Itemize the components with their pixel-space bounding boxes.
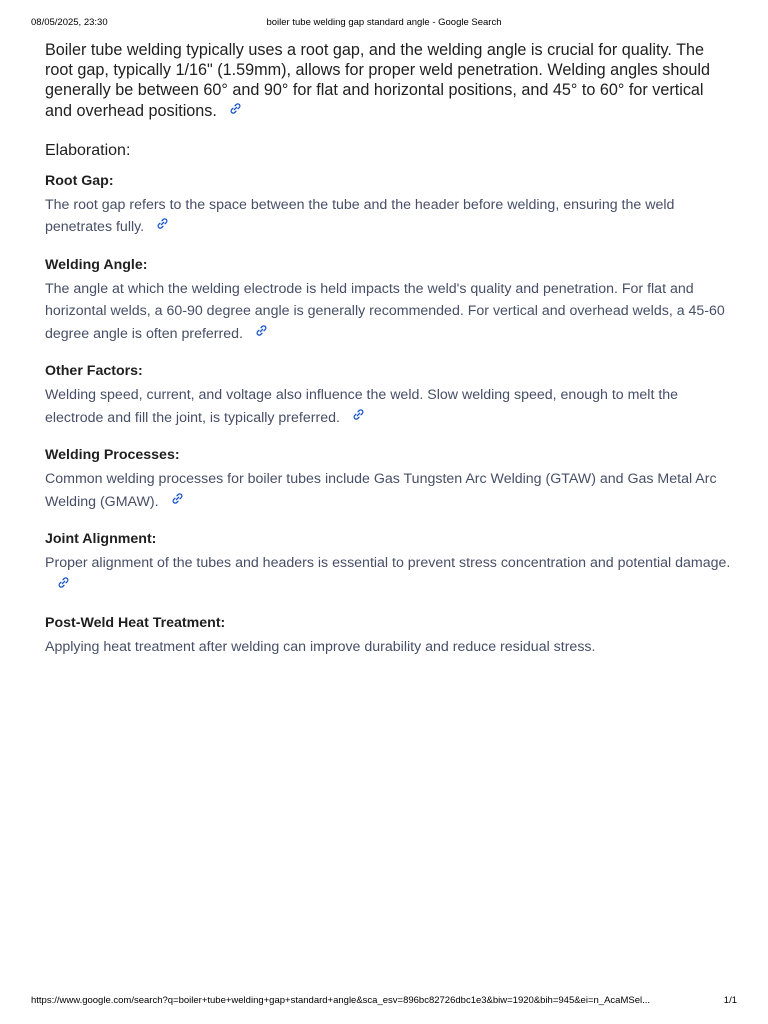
section-body <box>45 194 735 239</box>
elaboration-heading: Elaboration: <box>45 141 131 159</box>
link-icon[interactable] <box>229 102 242 115</box>
print-datetime: 08/05/2025, 23:30 <box>31 17 108 28</box>
link-icon[interactable] <box>156 217 169 230</box>
section-body <box>45 552 735 597</box>
print-url[interactable]: https://www.google.com/search?q=boiler+tube+welding+gap+standard+angle&sca_esv=896bc82726dbc1e3&biw=1920&bih=945&ei=n_AcaMSel... <box>31 995 651 1006</box>
section-heading: Joint Alignment: <box>45 531 157 548</box>
section-body <box>45 278 735 346</box>
print-page-title: boiler tube welding gap standard angle - Google Search <box>266 17 502 28</box>
section-welding-processes <box>45 445 735 513</box>
section-joint-alignment <box>45 529 735 597</box>
section-body <box>45 636 735 659</box>
section-welding-angle <box>45 255 735 346</box>
print-header <box>31 17 737 31</box>
overview-summary-text: Boiler tube welding typically uses a root gap, and the welding angle is crucial for quality. The root gap, typically 1/16" (1.59mm), allows for proper weld penetration. Welding angles should generally be between 60° and 90° for flat and horizontal positions, and 45° to 60° for vertical and overhead positions. <box>45 41 710 120</box>
overview-summary <box>45 40 735 121</box>
print-footer <box>31 995 737 1009</box>
section-heading: Welding Angle: <box>45 256 148 273</box>
section-root-gap <box>45 171 735 239</box>
section-heading: Post-Weld Heat Treatment: <box>45 615 226 632</box>
section-text: Applying heat treatment after welding can improve durability and reduce residual stress. <box>45 639 596 656</box>
section-text: Welding speed, current, and voltage also influence the weld. Slow welding speed, enough to melt the electrode and fill the joint, is typically preferred. <box>45 387 679 426</box>
section-text: Common welding processes for boiler tubes include Gas Tungsten Arc Welding (GTAW) and Gas Metal Arc Welding (GMAW). <box>45 471 717 510</box>
ai-overview-content <box>45 40 735 675</box>
section-heading: Root Gap: <box>45 172 114 189</box>
section-text: The root gap refers to the space between the tube and the header before welding, ensuring the weld penetrates fully. <box>45 196 675 236</box>
link-icon[interactable] <box>255 324 268 337</box>
print-page-number: 1/1 <box>723 995 737 1006</box>
link-icon[interactable] <box>352 408 365 421</box>
section-post-weld-heat-treatment <box>45 613 735 659</box>
section-body <box>45 468 735 513</box>
link-icon[interactable] <box>171 492 184 505</box>
link-icon[interactable] <box>57 576 70 589</box>
section-other-factors <box>45 361 735 429</box>
section-text: The angle at which the welding electrode is held impacts the weld's quality and penetration. For flat and horizontal welds, a 60-90 degree angle is generally recommended. For vertical and overhead welds, a 45-60 degree angle is often preferred. <box>45 280 725 342</box>
section-heading: Welding Processes: <box>45 447 180 464</box>
section-body <box>45 384 735 429</box>
section-heading: Other Factors: <box>45 363 143 380</box>
section-text: Proper alignment of the tubes and headers is essential to prevent stress concentration and potential damage. <box>45 555 731 572</box>
